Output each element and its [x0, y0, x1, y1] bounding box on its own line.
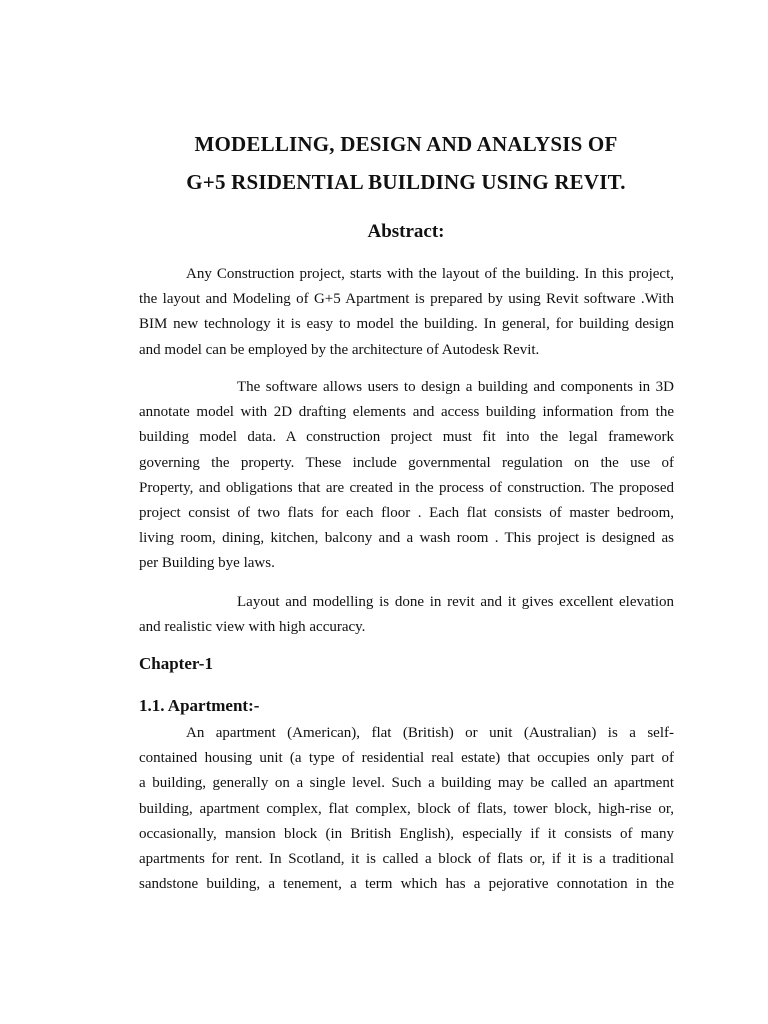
text-line: and model can be employed by the architecture of Autodesk Revit.	[139, 341, 540, 358]
abstract-heading: Abstract:	[367, 221, 445, 242]
text-line: project consist of two flats for each floor . Each flat consists of master bedroom,	[139, 504, 674, 521]
text-line: sandstone building, a tenement, a term which has a pejorative connotation in the	[139, 876, 674, 893]
text-line: building model data. A construction project must fit into the legal framework	[139, 429, 674, 446]
text-line: An apartment (American), flat (British) or unit (Australian) is a self-	[186, 725, 674, 741]
section-paragraph	[139, 721, 674, 897]
document-title-line-1: MODELLING, DESIGN AND ANALYSIS OF	[194, 132, 618, 156]
text-line: a building, generally on a single level. Such a building may be called an apartment	[139, 775, 674, 792]
abstract-paragraph-1	[139, 262, 674, 363]
abstract-paragraph-2	[139, 375, 674, 577]
section-heading: 1.1. Apartment:-	[139, 696, 260, 715]
text-line: governing the property. These include governmental regulation on the use of	[139, 454, 674, 471]
text-line: the layout and Modeling of G+5 Apartment is prepared by using Revit software .With	[139, 291, 674, 308]
text-line: Any Construction project, starts with the layout of the building. In this project,	[186, 266, 674, 282]
text-line: and realistic view with high accuracy.	[139, 619, 366, 636]
text-line: Layout and modelling is done in revit and it gives excellent elevation	[237, 594, 674, 610]
text-line: Property, and obligations that are created in the process of construction. The proposed	[139, 479, 674, 496]
text-line: apartments for rent. In Scotland, it is called a block of flats or, if it is a traditional	[139, 850, 674, 867]
text-line: living room, dining, kitchen, balcony and a wash room . This project is designed as	[139, 530, 674, 547]
text-line: annotate model with 2D drafting elements and access building information from the	[139, 404, 674, 421]
text-line: occasionally, mansion block (in British English), especially if it consists of many	[139, 825, 674, 842]
text-line: BIM new technology it is easy to model the building. In general, for building design	[139, 316, 674, 333]
document-title-line-2: G+5 RSIDENTIAL BUILDING USING REVIT.	[186, 170, 626, 194]
text-line: The software allows users to design a building and components in 3D	[237, 379, 674, 395]
abstract-paragraph-3	[139, 590, 674, 640]
chapter-heading: Chapter-1	[139, 654, 213, 673]
text-line: building, apartment complex, flat complex, block of flats, tower block, high-rise or,	[139, 800, 674, 817]
text-line: per Building bye laws.	[139, 555, 275, 572]
text-line: contained housing unit (a type of residential real estate) that occupies only part of	[139, 750, 674, 767]
